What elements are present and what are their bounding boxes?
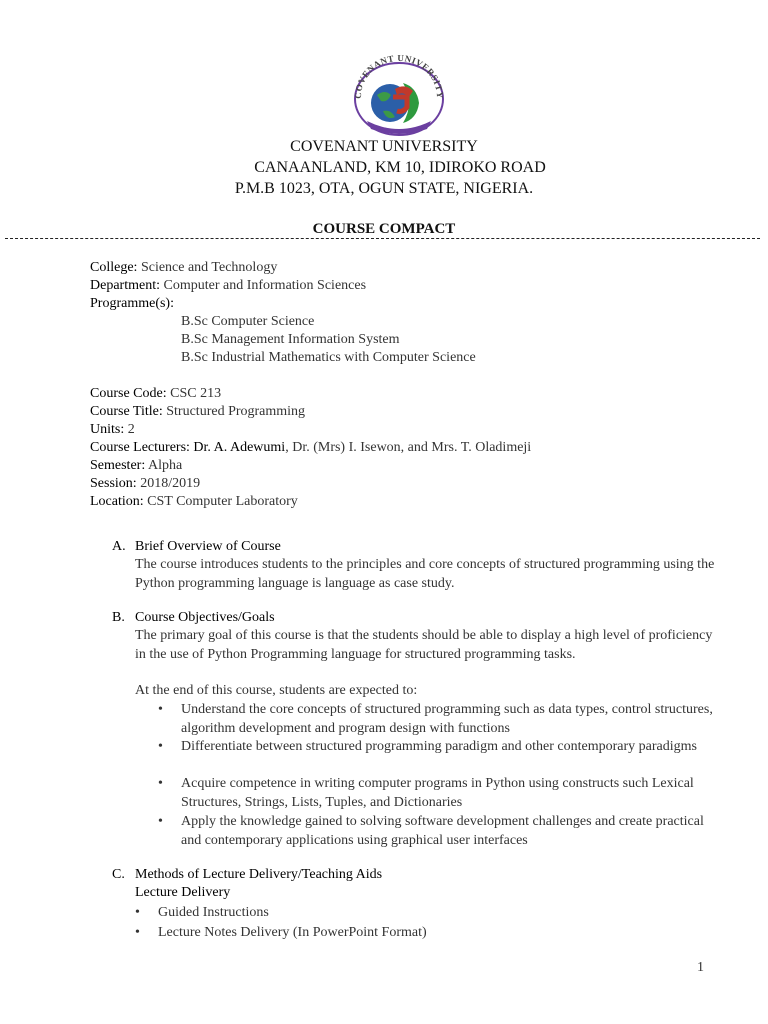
bullet-icon: • — [135, 905, 140, 920]
section-c-heading: C. Methods of Lecture Delivery/Teaching Aids — [112, 867, 383, 882]
course-title-value: Structured Programming — [166, 404, 306, 419]
bullet-icon: • — [158, 702, 163, 717]
units-field: Units: 2 — [90, 422, 135, 437]
university-address: CANAANLAND, KM 10, IDIROKO ROAD — [254, 159, 546, 176]
page-number: 1 — [697, 960, 704, 975]
logo-arc-text: COVENANT UNIVERSITY — [352, 53, 446, 99]
section-a-body: The course introduces students to the principles and core concepts of structured programming using the Python programming language is language as case study. — [135, 557, 715, 591]
bullet-icon: • — [135, 925, 140, 940]
bullet-icon: • — [158, 814, 163, 829]
university-po-box: P.M.B 1023, OTA, OGUN STATE, NIGERIA. — [234, 180, 534, 197]
session-value: 2018/2019 — [140, 476, 201, 491]
department-field: Department: Computer and Information Sciences — [90, 278, 367, 293]
programme-item: B.Sc Management Information System — [181, 332, 400, 347]
document-title: COURSE COMPACT — [312, 221, 456, 237]
lecturers-label: Course Lecturers — [90, 440, 187, 455]
bullet-icon: • — [158, 776, 163, 791]
header-divider — [5, 238, 760, 239]
college-field: College: Science and Technology — [90, 260, 278, 275]
location-label: Location — [90, 494, 140, 509]
lecturers-field: Course Lecturers: Dr. A. Adewumi, Dr. (Mrs) I. Isewon, and Mrs. T. Oladimeji — [90, 440, 532, 455]
programme-item: B.Sc Industrial Mathematics with Computer Science — [181, 350, 476, 365]
course-code-value: CSC 213 — [170, 386, 222, 401]
programmes-label: Programme(s) — [90, 296, 171, 311]
course-title-field: Course Title: Structured Programming — [90, 404, 306, 419]
location-value: CST Computer Laboratory — [147, 494, 298, 509]
location-field: Location: CST Computer Laboratory — [90, 494, 298, 509]
delivery-method-item: • Guided Instructions — [135, 905, 269, 920]
programmes-field: Programme(s): — [90, 296, 174, 311]
lecture-delivery-subheading: Lecture Delivery — [135, 885, 231, 900]
lead-lecturer: Dr. A. Adewumi — [193, 440, 286, 455]
department-value: Computer and Information Sciences — [163, 278, 367, 293]
department-label: Department — [90, 278, 157, 293]
units-label: Units — [90, 422, 121, 437]
college-label: College — [90, 260, 134, 275]
other-lecturers: , Dr. (Mrs) I. Isewon, and Mrs. T. Oladimeji — [285, 440, 532, 455]
university-name: COVENANT UNIVERSITY — [290, 138, 478, 155]
session-label: Session — [90, 476, 133, 491]
programme-item: B.Sc Computer Science — [181, 314, 315, 329]
units-value: 2 — [127, 422, 135, 437]
section-a-heading: A. Brief Overview of Course — [112, 539, 281, 554]
course-code-label: Course Code — [90, 386, 163, 401]
bullet-icon: • — [158, 739, 163, 754]
section-b-heading: B. Course Objectives/Goals — [112, 610, 275, 625]
college-value: Science and Technology — [140, 260, 278, 275]
course-title-label: Course Title — [90, 404, 159, 419]
semester-field: Semester: Alpha — [90, 458, 183, 473]
section-b-body: The primary goal of this course is that the students should be able to display a high level of proficiency in the use of Python Programming language for structured programming tasks. — [135, 628, 713, 662]
delivery-method-item: • Lecture Notes Delivery (In PowerPoint Format) — [135, 925, 427, 940]
university-logo — [347, 53, 451, 137]
session-field: Session: 2018/2019 — [90, 476, 201, 491]
section-b-intro: At the end of this course, students are expected to: — [135, 683, 418, 698]
semester-label: Semester — [90, 458, 142, 473]
course-code-field: Course Code: CSC 213 — [90, 386, 222, 401]
semester-value: Alpha — [147, 458, 183, 473]
